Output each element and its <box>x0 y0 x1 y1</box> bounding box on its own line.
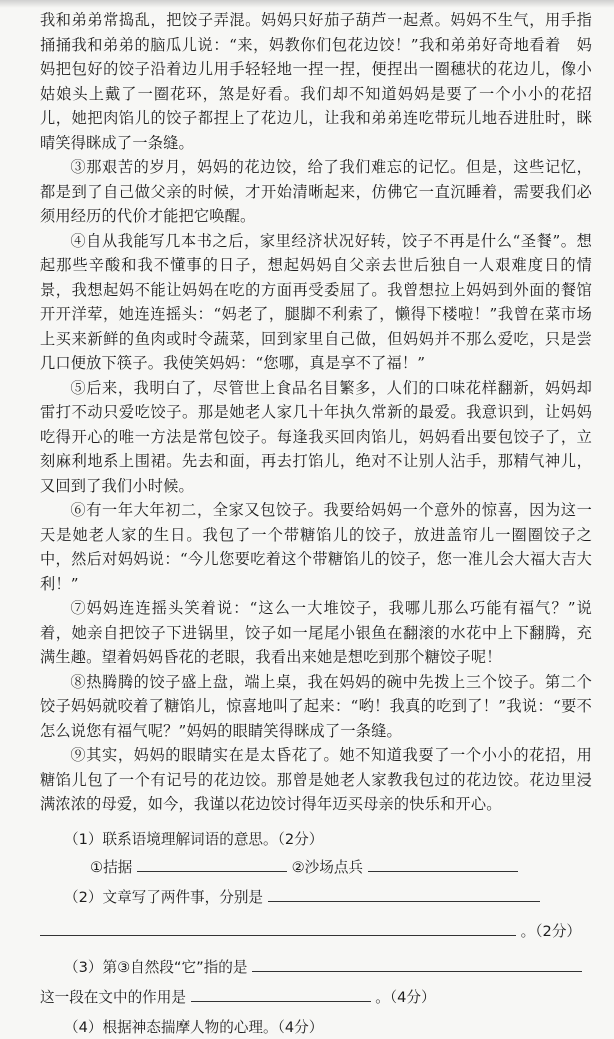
question-3-line-2 <box>40 985 592 1009</box>
question-3-blank-1[interactable] <box>252 955 582 972</box>
question-1a-blank[interactable] <box>137 855 287 872</box>
question-4: （4）根据神态揣摩人物的心理。（4分） <box>64 1018 324 1036</box>
question-2-line-2 <box>40 919 592 943</box>
paragraph-8: ⑧热腾腾的饺子盛上盘，端上桌，我在妈妈的碗中先拨上三个饺子。第二个饺子妈妈就咬着了糖馅儿，惊喜地叫了起来：“哟！我真的吃到了！”我说：“要不怎么说您有福气呢？”妈妈的眼睛笑得眯成了一条缝。 <box>40 672 592 740</box>
document-page <box>40 8 592 1039</box>
paragraph-7: ⑦妈妈连连摇头笑着说：“这么一大堆饺子，我哪儿那么巧能有福气？”说着，她亲自把饺子下进锅里，饺子如一尾尾小银鱼在翻滚的水花中上下翻腾，充满生趣。望着妈妈昏花的老眼，我看出来她是想吃到那个糖饺子呢！ <box>40 599 592 666</box>
question-1b-label: ②沙场点兵 <box>291 858 364 876</box>
question-3-blank-2[interactable] <box>191 985 371 1002</box>
question-1: （1）联系语境理解词语的意思。（2分） <box>64 830 324 848</box>
question-1b-blank[interactable] <box>368 855 518 872</box>
question-3-text: （3）第③自然段“它”指的是 <box>64 958 248 976</box>
paragraph-3: ③那艰苦的岁月，妈妈的花边饺，给了我们难忘的记忆。但是，这些记忆，都是到了自己做父亲的时候，才开始清晰起来，仿佛它一直沉睡着，需要我们必须用经历的代价才能把它唤醒。 <box>40 158 592 225</box>
question-3-text-2: 这一段在文中的作用是 <box>40 988 186 1006</box>
paragraph-9: ⑨其实，妈妈的眼睛实在是太昏花了。她不知道我耍了一个小小的花招，用糖馅儿包了一个有记号的花边饺。那曾是她老人家教我包过的花边饺。花边里浸满浓浓的母爱，如今，我谨以花边饺讨得年迈买母亲的快乐和开心。 <box>40 746 592 813</box>
question-2-score: 。（2分） <box>520 922 582 940</box>
paragraph-6: ⑥有一年大年初二，全家又包饺子。我要给妈妈一个意外的惊喜，因为这一天是她老人家的生日。我包了一个带糖馅儿的饺子，放进盖帘儿一圈圈饺子之中，然后对妈妈说：“今儿您要吃着这个带糖馅儿的饺子，您一准儿会大福大吉大利！” <box>40 501 592 593</box>
question-2 <box>40 885 592 909</box>
question-1a-label: ①拮据 <box>90 858 133 876</box>
paragraph-2-continued: 我和弟弟常捣乱，把饺子弄混。妈妈只好茄子葫芦一起煮。妈妈不生气，用手指捅捅我和弟弟的脑瓜儿说：“来，妈教你们包花边饺！”我和弟弟好奇地看着 妈妈把包好的饺子沿着边儿用手轻轻地一捏一捏，便捏出一圈穗状的花边儿，像小姑娘头上戴了一圈花环，煞是好看。我们却不知道妈妈是要了一个小小的花招儿，她把肉馅儿的饺子都捏上了花边儿，让我和弟弟连吃带玩儿地吞进肚时，眯晴笑得眯成了一条缝。 <box>40 11 592 152</box>
question-3 <box>40 955 592 979</box>
question-2-text: （2）文章写了两件事，分别是 <box>64 888 264 906</box>
question-2-blank-1[interactable] <box>268 885 540 902</box>
paragraph-4: ④自从我能写几本书之后，家里经济状况好转，饺子不再是什么“圣餐”。想起那些辛酸和我不懂事的日子，想起妈妈自父亲去世后独自一人艰难度日的情景，我想起妈不能让妈妈在吃的方面再受委屈了。我曾想拉上妈妈到外面的餐馆开开洋荤，她连连摇头：“妈老了，腿脚不利索了，懒得下楼啦！”我曾在菜市场上买来新鲜的鱼肉或时令蔬菜，回到家里自己做，但妈妈并不那么爱吃，只是尝几口便放下筷子。我使笑妈妈：“您哪，真是享不了福！” <box>40 231 592 372</box>
scan-top-edge <box>0 0 614 8</box>
question-3-score: 。（4分） <box>375 988 436 1006</box>
question-2-blank-2[interactable] <box>40 919 516 936</box>
paragraph-5: ⑤后来，我明白了，尽管世上食品名目繁多，人们的口味花样翻新，妈妈却雷打不动只爱吃饺子。那是她老人家几十年执久常新的最爱。我意识到，让妈妈吃得开心的唯一方法是常包饺子。每逢我买回肉馅儿，妈妈看出要包饺子了，立刻麻利地系上围裙。先去和面，再去打馅儿，绝对不让别人沾手，那精气神儿，又回到了我们小时候。 <box>40 378 592 495</box>
